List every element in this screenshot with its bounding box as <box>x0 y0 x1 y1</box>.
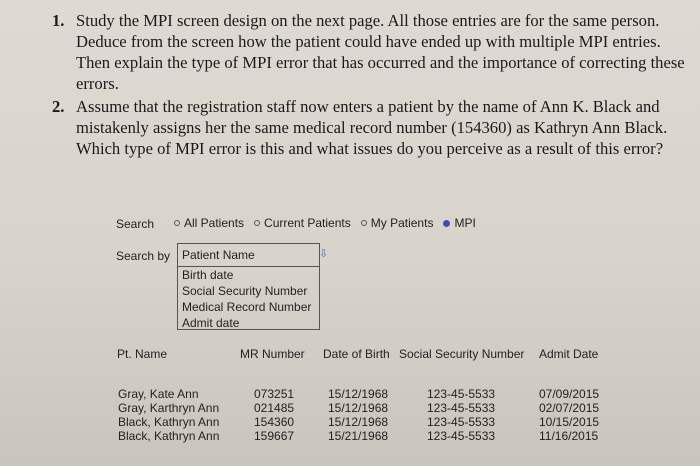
question-text: Assume that the registration staff now enters a patient by the name of Ann K. Black and mistakenly assigns her the same medical record number (154360) as Kathryn Ann Black. Which type of MPI error is this and what issues do you perceive as a result of this error? <box>76 97 668 158</box>
table-row[interactable]: Gray, Karthryn Ann 021485 15/12/1968 123-45-5533 02/07/2015 <box>118 401 600 415</box>
radio-all-patients[interactable]: All Patients <box>174 216 244 230</box>
header-dob: Date of Birth <box>323 347 390 361</box>
option-birth-date[interactable]: Birth date <box>182 268 234 282</box>
table-row[interactable]: Gray, Kate Ann 073251 15/12/1968 123-45-5533 07/09/2015 <box>118 387 600 401</box>
radio-dot <box>361 220 367 226</box>
table-row[interactable]: Black, Kathryn Ann 154360 15/12/1968 123-45-5533 10/15/2015 <box>118 415 600 429</box>
header-mr-number: MR Number <box>240 347 305 361</box>
question-text: Study the MPI screen design on the next page. All those entries are for the same person. Deduce from the screen how the patient could have ended up with multiple MPI entries. Then explain the type of MPI error that has occurred and the importance of correcting these errors. <box>76 11 685 93</box>
option-mrn[interactable]: Medical Record Number <box>182 300 312 314</box>
search-scope-radios <box>174 216 486 230</box>
option-admit-date[interactable]: Admit date <box>182 316 240 330</box>
table-header <box>0 347 700 361</box>
radio-mpi[interactable]: MPI <box>443 216 475 230</box>
radio-dot <box>254 220 260 226</box>
radio-current-patients[interactable]: Current Patients <box>254 216 351 230</box>
radio-my-patients[interactable]: My Patients <box>361 216 434 230</box>
search-by-label: Search by <box>116 249 171 263</box>
header-ssn: Social Security Number <box>399 347 525 361</box>
down-arrow-icon[interactable]: ⇩ <box>319 248 329 260</box>
question-number: 1. <box>52 11 65 30</box>
header-pt-name: Pt. Name <box>117 347 168 361</box>
option-ssn[interactable]: Social Security Number <box>182 284 308 298</box>
radio-dot <box>443 220 450 227</box>
radio-dot <box>174 220 180 226</box>
header-admit-date: Admit Date <box>539 347 599 361</box>
search-by-select[interactable] <box>177 243 320 330</box>
question-number: 2. <box>52 97 65 116</box>
table-row[interactable]: Black, Kathryn Ann 159667 15/21/1968 123-45-5533 11/16/2015 <box>118 429 599 443</box>
search-label: Search <box>116 217 155 231</box>
search-by-selected[interactable]: Patient Name <box>178 244 319 267</box>
